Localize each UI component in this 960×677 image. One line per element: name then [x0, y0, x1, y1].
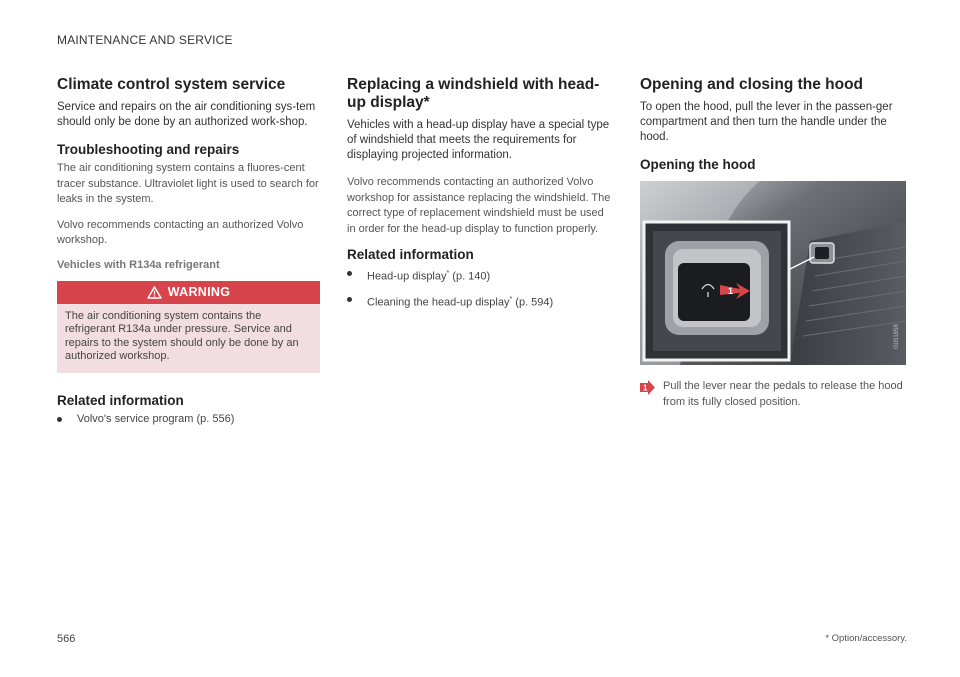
- related-link[interactable]: Cleaning the head-up display* (p. 594): [347, 292, 612, 311]
- windshield-body: Volvo recommends contacting an authorized Volvo workshop for assistance replacing the windshield. The correct type of replacement windshield must be used in order for the head-up display to function properly.: [347, 176, 611, 235]
- hood-release-illustration: [640, 181, 906, 365]
- svg-text:1: 1: [728, 286, 734, 296]
- warning-box: [57, 281, 320, 373]
- related-link[interactable]: Volvo's service program (p. 556): [57, 412, 320, 427]
- related-list-col1: [57, 412, 320, 427]
- warning-title: WARNING: [167, 285, 231, 299]
- column-windshield: [347, 76, 612, 317]
- related-heading-col1: Related information: [57, 392, 184, 408]
- opening-hood-heading: Opening the hood: [640, 157, 756, 172]
- page-number: 566: [57, 633, 76, 645]
- hood-intro: To open the hood, pull the lever in the passen-ger compartment and then turn the handle under the hood.: [640, 101, 893, 143]
- windshield-title: Replacing a windshield with head-up display*: [347, 76, 600, 111]
- windshield-intro: Vehicles with a head-up display have a special type of windshield that meets the requirements for displaying projected information.: [347, 119, 610, 161]
- climate-title: Climate control system service: [57, 76, 286, 93]
- bullet-icon: [347, 297, 352, 302]
- bullet-icon: [57, 417, 62, 422]
- warning-header: [57, 281, 320, 304]
- troubleshooting-paragraph-2: Volvo recommends contacting an authorized Volvo workshop.: [57, 218, 304, 246]
- column-climate-control: [57, 76, 320, 434]
- climate-intro: Service and repairs on the air conditioning sys-tem should only be done by an authorized work-shop.: [57, 101, 316, 128]
- related-list-col2: [347, 266, 612, 310]
- warning-text: The air conditioning system contains the refrigerant R134a under pressure. Service and repairs to the system should only be done by an authorized workshop.: [65, 309, 299, 362]
- r134a-heading: Vehicles with R134a refrigerant: [57, 258, 220, 271]
- figure-code: G051858: [894, 324, 900, 349]
- step-1-text: Pull the lever near the pedals to release the hood from its fully closed position.: [663, 380, 903, 408]
- hood-release-figure: [640, 181, 906, 365]
- related-link[interactable]: Head-up display* (p. 140): [347, 266, 612, 285]
- section-header: MAINTENANCE AND SERVICE: [57, 33, 233, 47]
- footnote-option-accessory: * Option/accessory.: [825, 633, 907, 644]
- related-heading-col2: Related information: [347, 247, 474, 262]
- hood-title: Opening and closing the hood: [640, 76, 864, 93]
- column-hood: [640, 76, 908, 410]
- troubleshooting-heading: Troubleshooting and repairs: [57, 142, 240, 157]
- troubleshooting-paragraph-1: The air conditioning system contains a fluores-cent tracer substance. Ultraviolet light is used to search for leaks in the system.: [57, 162, 319, 205]
- step-arrow-icon: [640, 380, 655, 395]
- step-1: [640, 379, 908, 410]
- bullet-icon: [347, 271, 352, 276]
- warning-triangle-icon: [147, 286, 162, 299]
- svg-text:1: 1: [643, 383, 648, 393]
